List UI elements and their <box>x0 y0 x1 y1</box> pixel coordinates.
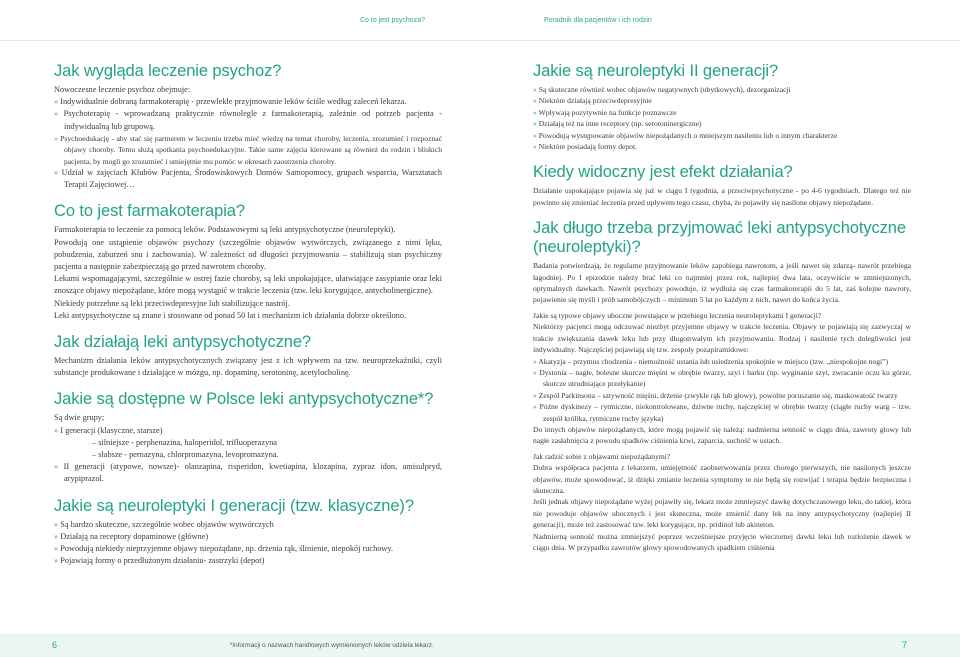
paragraph: Powodują one ustąpienie objawów psychozy (szczególnie objawów wytwórczych, związanego z nimi lęku, pobudzenia, zaburzeń snu i zachowania). W zależności od długości przyjmowania – stabilizują stan psychiczny pacjenta a następnie zabezpieczają go przed nawrotem choroby. <box>54 237 442 272</box>
page-number-left: 6 <box>52 640 58 650</box>
running-header-right: Poradnik dla pacjentów i ich rodzin <box>544 17 652 24</box>
list-item: » I generacji (klasyczne, starsze) <box>54 425 163 435</box>
paragraph: Jeśli jednak objawy niepożądane wyżej pojawiły się, lekarz może zmniejszyć dawkę dotychczasowego leku, do takiej, która nie powoduje objawów ubocznych i jest skuteczna, może zmienić dany lek na inny antypsychotyczny (najlepiej II generacji), może też zastosować tzw. leki korygujące, np. pridinol lub akineton. <box>533 497 911 530</box>
paragraph: Niektórzy pacjenci mogą odczuwać niezbyt przyjemne objawy w trakcie leczenia. Objawy te pojawiają się zazwyczaj w trakcie zwiększania dawek leku lub przy długotrwałym ich przyjmowaniu. Rodzaj i nasilenie tych dolegliwości jest indywidualny. Najczęściej pojawiają się tzw. zespoły pozapiramidowe: <box>533 322 911 355</box>
paragraph: Farmakoterapia to leczenie za pomocą leków. Podstawowymi są leki antypsychotyczne (neuroleptyki). <box>54 225 396 235</box>
list-item: » Psychoterapię - wprowadzaną praktycznie równolegle z farmakoterapią, zależnie od potrzeb pacjenta - indywidualną lub grupową. <box>54 109 442 131</box>
list-item: » Akatyzja – przymus chodzenia - niemożność ustania lub usiedzenia spokojnie w miejscu (tzw. „niespokojne nogi”) <box>533 356 889 366</box>
list-item: » Powodują niekiedy nieprzyjemne objawy niepożądane, np. drżenia rąk, ślinienie, niepokój ruchowy. <box>54 544 394 554</box>
list-item: » Niektóre działają przeciwdepresyjnie <box>533 96 652 106</box>
paragraph: Badania potwierdzają, że regularne przyjmowanie leków zapobiega nawrotom, a jeśli nawet się zdarzą- nawrót przebiega łagodniej. Po I epizodzie należy brać leki co najmniej przez rok, najlepiej dwa lata, oczywiście w zmniejszonych, optymalnych dawkach. Nawrót psychozy powoduje, iż wydłuża się czas farmakoterapii do 5 lat, zaś kolejne nawroty, pojawienie się myśli i prób samobójczych – minimum 5 lat po każdym z nich, nawet do końca życia. <box>533 261 911 305</box>
list-item: » Zespół Parkinsona – sztywność mięśni, drżenie (zwykle rąk lub głowy), powolne poruszanie się, maskowatość twarzy <box>533 390 898 400</box>
question: Jak radzić sobie z objawami niepożądanymi? <box>533 451 671 461</box>
paragraph: Niekiedy potrzebne są leki przeciwdepresyjne lub stabilizujące nastrój. <box>54 298 290 308</box>
running-header-left: Co to jest psychoza? <box>360 17 425 24</box>
list-item: » II generacji (atypowe, nowsze)- olanzapina, risperidon, kwetiapina, klozapina, zypraz idon, amisulpryd, arypiprazol. <box>54 462 442 484</box>
paragraph: Są dwie grupy; <box>54 413 105 423</box>
left-column <box>54 62 442 568</box>
heading-treatment: Jak wygląda leczenie psychoz? <box>54 62 282 80</box>
heading-mechanism: Jak działają leki antypsychotyczne? <box>54 333 311 352</box>
list-item: » Pojawiają formy o przedłużonym działaniu- zastrzyki (depot) <box>54 556 265 566</box>
heading-available-drugs: Jakie są dostępne w Polsce leki antypsychotyczne*? <box>54 390 434 409</box>
list-item: » Udział w zajęciach Klubów Pacjenta, Środowiskowych Domów Samopomocy, grupach wsparcia, Warsztatach Terapii Zajęciowej… <box>54 168 442 190</box>
heading-pharmacotherapy: Co to jest farmakoterapia? <box>54 202 245 221</box>
paragraph: Nadmierną senność można zmniejszyć poprzez wcześniejsze przyjęcie wieczornej dawki leku lub rozłożenie dawek w ciągu dnia. W przypadku zawrotów głowy spowodowanych spadkiem ciśnienia <box>533 531 911 552</box>
paragraph: Lekami wspomagającymi, szczególnie w ostrej fazie choroby, są leki uspokajające, ułatwiające zasypianie oraz leki znoszące objawy niepożądane, które mogą wystąpić w trakcie leczenia (tzw. leki korygujące, antycholinergiczne). <box>54 274 442 296</box>
paragraph: Nowoczesne leczenie psychoz obejmuje: <box>54 85 191 94</box>
list-item: » Są bardzo skuteczne, szczególnie wobec objawów wytwórczych <box>54 519 274 529</box>
list-item: » Są skuteczne również wobec objawów negatywnych (ubytkowych), dezorganizacji <box>533 85 791 94</box>
list-item: » Powodują występowanie objawów niepożądanych o mniejszym nasileniu lub o innym charakterze <box>533 130 838 140</box>
footnote: *informacji o nazwach handlowych wymienionych leków udziela lekarz. <box>230 642 434 649</box>
paragraph: Mechanizm działania leków antypsychotycznych związany jest z ich wpływem na tzw. neuroprzekaźniki, czyli substancje produkowane i działające w mózgu, np. dopaminę, serotoninę, acetylocholinę. <box>54 356 442 378</box>
list-item: » Późne dyskinezy – rytmiczne, niekontrolowane, dziwne ruchy, najczęściej w obrębie twarzy (ciągłe ruchy warg – tzw. zespół królika, rytmiczne ruchy języka) <box>533 402 911 423</box>
list-item: » Działają na receptory dopaminowe (główne) <box>54 531 209 541</box>
sub-list-item: – słabsze - pernazyna, chlorpromazyna, levopromazyna. <box>92 450 279 460</box>
list-item: » Psychoedukację - aby stać się partnerem w leczeniu trzeba mieć wiedzę na temat choroby, leczenia, zrozumieć i rozpoznać objawy choroby. Temu służą spotkania psychoedukacyjne. Takie same zajęcia kierowane są również do rodzin i bliskich pacjenta, by mogli go zrozumieć i umiejętnie mu pomóc w okresach zaostrzenia choroby. <box>54 133 442 166</box>
paragraph: Leki antypsychotyczne są znane i stosowane od ponad 50 lat i mechanizm ich działania dobrze określono. <box>54 310 407 320</box>
list-item: » Wpływają pozytywnie na funkcje poznawcze <box>533 107 677 117</box>
question: Jakie są typowe objawy uboczne powstające w przebiegu leczenia neuroleptykami I generacji? <box>533 310 822 320</box>
paragraph: Dobra współpraca pacjenta z lekarzem, umiejętność zaobserwowania przez chorego pierwszych, nie nasilonych jeszcze objawów, może spowodować, iż dzięki zmianie leczenia symptomy te nie będą się rozwijać i terapia będzie bezpieczna i skuteczna. <box>533 463 911 495</box>
list-item: » Działają też na inne receptory (np. serotoninergiczne) <box>533 119 702 129</box>
paragraph: Działanie uspokajające pojawia się już w ciągu I tygodnia, a przeciwpsychotyczne - po 4-6 tygodniach. Dlatego też nie powinno się zmieniać leczenia przed upływem tego czasu, chyba, że pojawiły się nasilone objawy niepożądane. <box>533 186 911 207</box>
list-item: » Dystonia – nagłe, bolesne skurcze mięśni w obrębie twarzy, szyi i barku (np. wyginanie szyi, zwracanie oczu ku górze, skurcze utrudniające przełykanie) <box>533 367 911 389</box>
header-strip <box>0 0 960 41</box>
paragraph: Do innych objawów niepożądanych, które mogą pojawić się należą: nadmierna senność w ciągu dnia, zawroty głowy lub nagłe zasłabnięcia z powodu spadków ciśnienia krwi, zaparcia, suchość w ustach. <box>533 424 911 446</box>
heading-first-generation: Jakie są neuroleptyki I generacji (tzw. klasyczne)? <box>54 496 414 515</box>
page-number-right: 7 <box>902 640 908 650</box>
list-item: » Indywidualnie dobraną farmakoterapię - przewlekłe przyjmowanie leków ściśle według zaleceń lekarza. <box>54 97 407 107</box>
list-item: » Niektóre posiadają formy depot. <box>533 142 637 152</box>
heading-duration: Jak długo trzeba przyjmować leki antypsychotyczne (neuroleptyki)? <box>533 219 906 257</box>
sub-list-item: – silniejsze - perphenazina, haloperidol, trifluoperazyna <box>92 437 277 447</box>
heading-second-generation: Jakie są neuroleptyki II generacji? <box>533 62 779 80</box>
heading-effect-time: Kiedy widoczny jest efekt działania? <box>533 163 793 182</box>
footer-band <box>0 634 960 657</box>
right-column <box>533 62 911 553</box>
